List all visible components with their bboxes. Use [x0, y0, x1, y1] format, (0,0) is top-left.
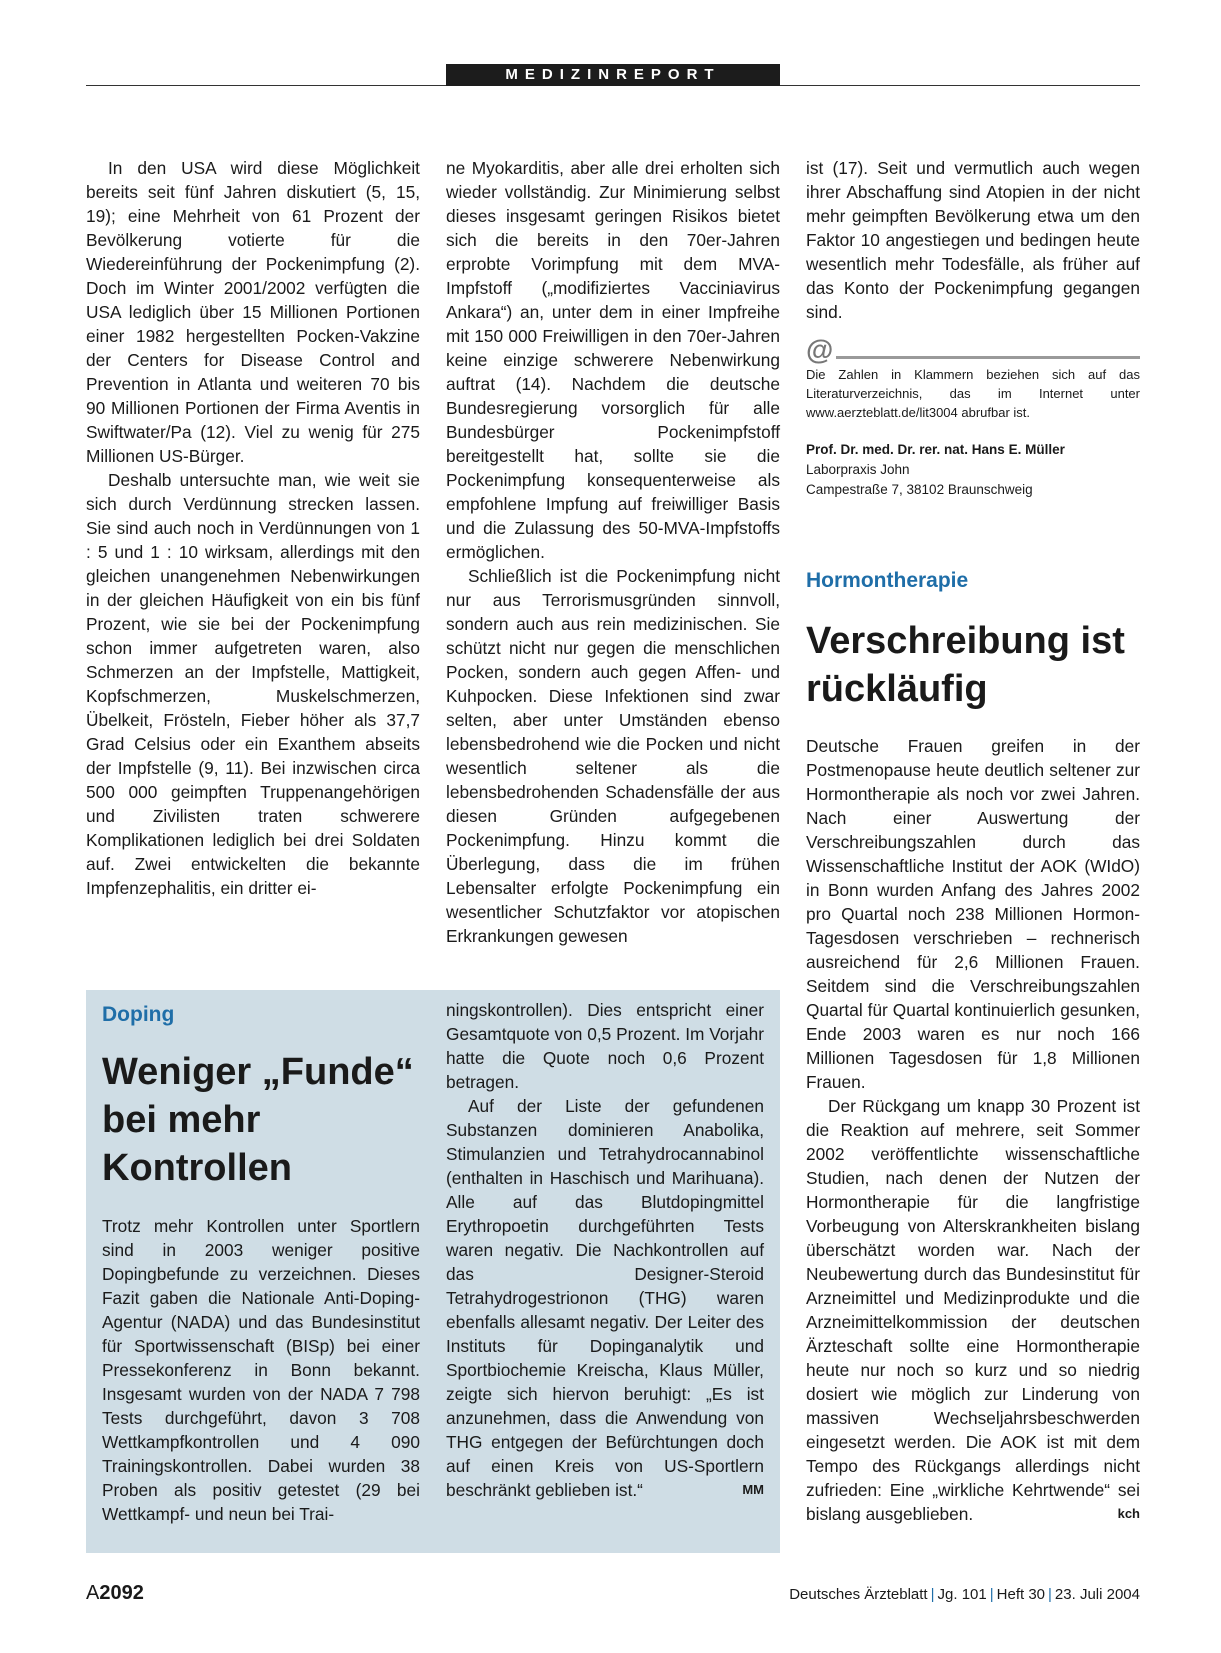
- doping-column-1: [102, 1214, 420, 1526]
- doping-column-2: [446, 998, 764, 1502]
- paragraph: Trotz mehr Kontrollen unter Sportlern sind in 2003 weniger positive Dopingbefunde zu verzeichnen. Dieses Fazit gaben die Nationale Anti-Doping-Agentur (NADA) und das Bundesinstitut für Sportwissenschaft (BISp) bei einer Pressekonferenz in Bonn bekannt. Insgesamt wurden von der NADA 7 798 Tests durchgeführt, davon 3 708 Wettkampfkontrollen und 4 090 Trainingskontrollen. Dabei wurden 38 Proben als positiv getestet (29 bei Wettkampf- und neun bei Trai-: [102, 1216, 420, 1524]
- author-affiliation: Laborpraxis John: [806, 462, 910, 477]
- paragraph: Deshalb untersuchte man, wie weit sie sich durch Verdünnung strecken lassen. Sie sind auch noch in Verdünnungen von 1 : 5 und 1 : 10 wirksam, allerdings mit den gleichen unangenehmen Nebenwirkungen in der gleichen Häufigkeit von ein bis fünf Prozent, wie sie bei der Pockenimpfung schon immer aufgetreten waren, also Schmerzen an der Impfstelle, Mattigkeit, Kopfschmerzen, Muskelschmerzen, Übelkeit, Frösteln, Fieber höher als 37,7 Grad Celsius oder ein Exanthem abseits der Impfstelle (9, 11). Bei inzwischen circa 500 000 geimpften Truppenangehörigen und Zivilisten traten schwerere Komplikationen lediglich bei drei Soldaten auf. Zwei entwickelten die bekannte Impfenzephalitis, ein dritter ei-: [86, 470, 420, 898]
- page-number-value: 2092: [99, 1582, 144, 1604]
- section-label: MEDIZINREPORT: [446, 64, 780, 86]
- volume: Jg. 101: [937, 1586, 987, 1603]
- separator: |: [1048, 1586, 1052, 1603]
- article-column-2: [446, 156, 780, 948]
- page-number: [86, 1582, 144, 1605]
- at-icon: @: [806, 334, 834, 365]
- paragraph: Schließlich ist die Pockenimpfung nicht nur aus Terrorismusgründen sinnvoll, sondern auch aus rein medizinischen. Sie schützt nicht nur gegen die menschlichen Pocken, sondern auch gegen Affen- und Kuhpocken. Diese Infektionen sind zwar selten, aber unter Umständen ebenso lebensbedrohend wie die Pocken und nicht wesentlich seltener als die lebensbedrohenden Schadensfälle der aus diesen Gründen aufgegebenen Pockenimpfung. Hinzu kommt die Überlegung, dass die im frühen Lebensalter erfolgte Pockenimpfung ein wesentlicher Schutzfaktor vor atopischen Erkrankungen gewesen: [446, 566, 780, 946]
- paragraph: In den USA wird diese Möglichkeit bereits seit fünf Jahren diskutiert (5, 15, 19); eine Mehrheit von 61 Prozent der Bevölkerung votierte für die Wiedereinführung der Pockenimpfung (2). Doch im Winter 2001/2002 verfügten die USA lediglich über 15 Millionen Portionen einer 1982 hergestellten Pocken-Vakzine der Centers for Disease Control and Prevention in Atlanta und weiteren 70 bis 90 Millionen Portionen der Firma Aventis in Swiftwater/Pa (12). Viel zu wenig für 275 Millionen US-Bürger.: [86, 158, 420, 466]
- author-sign: MM: [742, 1482, 764, 1497]
- separator: |: [989, 1586, 994, 1603]
- author-block: [806, 440, 1140, 500]
- note-rule: [836, 356, 1140, 359]
- paragraph: Deutsche Frauen greifen in der Postmenopause heute deutlich seltener zur Hormontherapie als noch vor zwei Jahren. Nach einer Auswertung der Verschreibungszahlen durch das Wissenschaftliche Institut der AOK (WIdO) in Bonn wurden Anfang des Jahres 2002 pro Quartal noch 238 Millionen Hormon-Tagesdosen verschrieben – rechnerisch ausreichend für 2,6 Millionen Frauen. Seitdem sind die Verschreibungszahlen Quartal für Quartal kontinuierlich gesunken, Ende 2003 waren es nur noch 166 Millionen Tagesdosen für 1,8 Millionen Frauen.: [806, 736, 1140, 1092]
- paragraph-text: Auf der Liste der gefundenen Substanzen dominieren Anabolika, Stimulanzien und Tetrahydrocannabinol (enthalten in Haschisch und Marihuana). Alle auf das Blutdopingmittel Erythropoetin durchgeführten Tests waren negativ. Die Nachkontrollen auf das Designer-Steroid Tetrahydrogestrionon (THG) waren ebenfalls allesamt negativ. Der Leiter des Instituts für Dopinganalytik und Sportbiochemie Kreischa, Klaus Müller, zeigte sich hiervon beruhigt: „Es ist anzunehmen, dass die Anwendung von THG entgegen der Befürchtungen doch auf einen Kreis von US-Sportlern beschränkt geblieben ist.“: [446, 1096, 764, 1500]
- author-address: Campestraße 7, 38102 Braunschweig: [806, 482, 1033, 497]
- issue: Heft 30: [996, 1586, 1046, 1603]
- reference-note: [806, 336, 1140, 500]
- author-name: Prof. Dr. med. Dr. rer. nat. Hans E. Müller: [806, 442, 1065, 457]
- reference-note-text: Die Zahlen in Klammern beziehen sich auf das Literaturverzeichnis, das im Internet unter www.aerzteblatt.de/lit3004 abrufbar ist.: [806, 367, 1140, 420]
- date: 23. Juli 2004: [1054, 1586, 1140, 1603]
- hormon-body: [806, 734, 1140, 1526]
- page-prefix: A: [86, 1582, 100, 1604]
- separator: |: [930, 1586, 935, 1603]
- doping-kicker: Doping: [102, 1003, 175, 1026]
- author-sign: kch: [1117, 1506, 1140, 1521]
- paragraph: ne Myokarditis, aber alle drei erholten sich wieder vollständig. Zur Minimierung selbst dieses insgesamt geringen Risikos bietet sich die bereits in den 70er-Jahren erprobte Vorimpfung mit dem MVA-Impfstoff („modifiziertes Vacciniavirus Ankara“) an, unter dem in einer Impfreihe mit 150 000 Freiwilligen in den 70er-Jahren keine einzige schwerere Nebenwirkung auftrat (14). Nachdem die deutsche Bundesregierung vorsorglich für alle Bundesbürger Pockenimpfstoff bereitgestellt hat, sollte sie die Pockenimpfung konsequenterweise als empfohlene Impfung auf freiwilliger Basis und die Zulassung des 50-MVA-Impfstoffs ermöglichen.: [446, 158, 780, 562]
- article-column-3: [806, 156, 1140, 324]
- paragraph: [806, 1094, 1140, 1526]
- paragraph: ist (17). Seit und vermutlich auch wegen ihrer Abschaffung sind Atopien in der nicht mehr geimpften Bevölkerung etwa um den Faktor 10 angestiegen und bedingen heute wesentlich mehr Todesfälle, als früher auf das Konto der Pockenimpfung gegangen sind.: [806, 158, 1140, 322]
- paragraph-text: Der Rückgang um knapp 30 Prozent ist die Reaktion auf mehrere, seit Sommer 2002 veröffentlichte wissenschaftliche Studien, nach denen der Nutzen der Hormontherapie für die langfristige Vorbeugung von Alterskrankheiten bislang überschätzt worden war. Nach der Neubewertung durch das Bundesinstitut für Arzneimittel und Medizinprodukte und die Arzneimittelkommission der deutschen Ärzteschaft sollte eine Hormontherapie heute nur noch so kurz und so niedrig dosiert wie möglich zur Linderung von massiven Wechseljahrsbeschwerden eingesetzt werden. Die AOK ist mit dem Tempo des Rückgangs allerdings nicht zufrieden: Eine „wirkliche Kehrtwende“ sei bislang ausgeblieben.: [806, 1096, 1140, 1524]
- article-column-1: [86, 156, 420, 900]
- journal-name: Deutsches Ärzteblatt: [789, 1586, 928, 1603]
- publication-info: [789, 1586, 1140, 1603]
- hormon-kicker: Hormontherapie: [806, 569, 969, 592]
- paragraph: ningskontrollen). Dies entspricht einer Gesamtquote von 0,5 Prozent. Im Vorjahr hatte die Quote noch 0,6 Prozent betragen.: [446, 1000, 764, 1092]
- hormon-headline: Verschreibung ist rückläufig: [806, 620, 1125, 710]
- paragraph: [446, 1094, 764, 1502]
- doping-headline: Weniger „Funde“ bei mehr Kontrollen: [102, 1051, 414, 1189]
